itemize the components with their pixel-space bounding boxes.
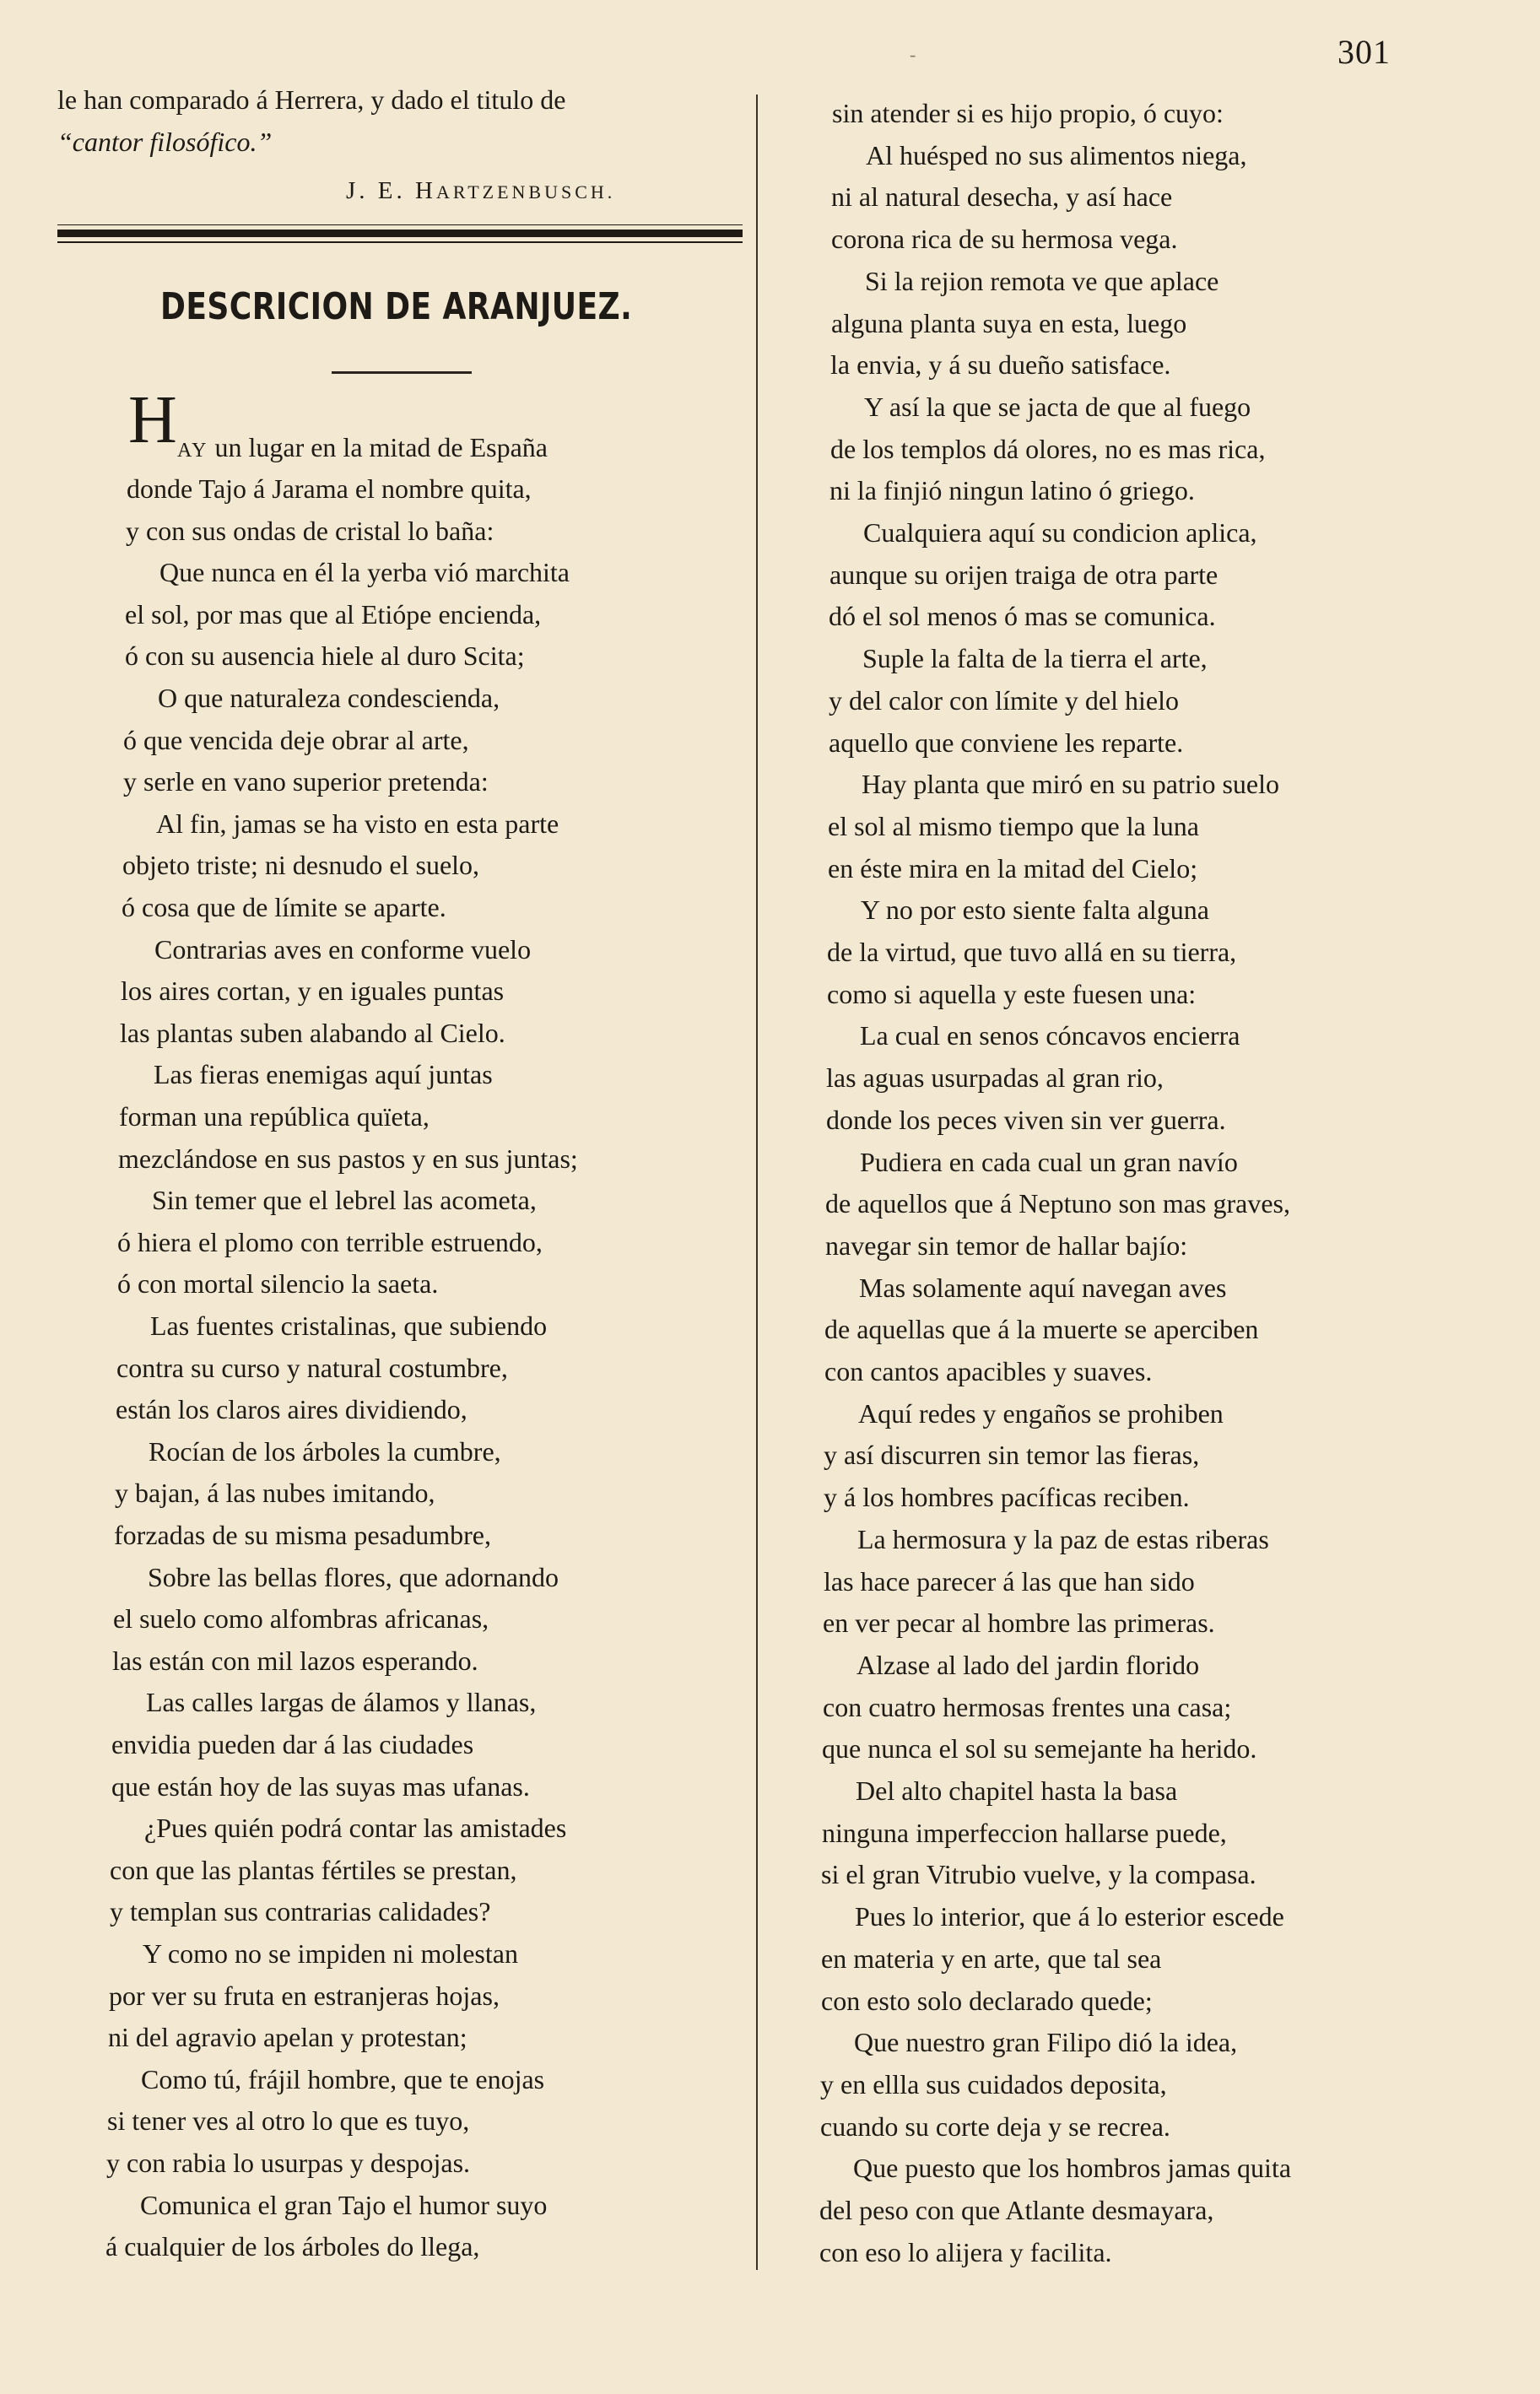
verse-line: el sol, por mas que al Etiópe encienda, <box>125 598 542 630</box>
verse-line: como si aquella y este fuesen una: <box>827 978 1197 1009</box>
intro-line-1: le han comparado á Herrera, y dado el titulo de <box>57 84 566 115</box>
verse-line: Pudiera en cada cual un gran navío <box>860 1146 1238 1177</box>
verse-line: O que naturaleza condescienda, <box>158 683 500 713</box>
verse-line: Sin temer que el lebrel las acometa, <box>152 1185 537 1216</box>
verse-line: Que puesto que los hombros jamas quita <box>853 2153 1292 2184</box>
verse-line: Que nuestro gran Filipo dió la idea, <box>854 2027 1238 2058</box>
verse-line: Si la rejion remota ve que aplace <box>865 265 1219 296</box>
verse-line: Las fuentes cristalinas, que subiendo <box>150 1310 548 1341</box>
verse-line: en materia y en arte, que tal sea <box>821 1943 1162 1974</box>
verse-line: objeto triste; ni desnudo el suelo, <box>122 850 480 881</box>
verse-line: con esto solo declarado quede; <box>821 1985 1153 2016</box>
article-title: DESCRICION DE ARANJUEZ. <box>160 285 633 328</box>
verse-line: de aquellas que á la muerte se aperciben <box>824 1314 1259 1345</box>
verse-line: y en ellla sus cuidados deposita, <box>820 2068 1167 2099</box>
verse-line: aunque su orijen traiga de otra parte <box>829 559 1218 590</box>
verse-line: navegar sin temor de hallar bajío: <box>825 1229 1188 1261</box>
verse-line: Que nunca en él la yerba vió marchita <box>159 557 570 588</box>
verse-line: ni la finjió ningun latino ó griego. <box>829 475 1195 506</box>
verse-line: con que las plantas fértiles se prestan, <box>110 1854 517 1885</box>
verse-line: contra su curso y natural costumbre, <box>116 1352 508 1383</box>
verse-line: ni del agravio apelan y protestan; <box>108 2022 467 2053</box>
verse-line: con eso lo alijera y facilita. <box>819 2236 1112 2267</box>
verse-line: ni al natural desecha, y así hace <box>831 181 1173 213</box>
verse-line: Mas solamente aquí navegan aves <box>859 1272 1227 1303</box>
verse-line: aquello que conviene les reparte. <box>829 727 1184 758</box>
verse-line: los aires cortan, y en iguales puntas <box>121 975 505 1007</box>
verse-line: Comunica el gran Tajo el humor suyo <box>140 2189 548 2220</box>
verse-line: el suelo como alfombras africanas, <box>113 1603 489 1635</box>
verse-line: del peso con que Atlante desmayara, <box>819 2195 1214 2225</box>
verse-line: ó cosa que de límite se aparte. <box>122 892 446 922</box>
verse-line: Suple la falta de la tierra el arte, <box>862 643 1208 674</box>
verse-line: á cualquier de los árboles do llega, <box>105 2231 480 2262</box>
title-underline <box>332 371 472 374</box>
verse-line: Rocían de los árboles la cumbre, <box>149 1435 501 1467</box>
verse-line: y bajan, á las nubes imitando, <box>115 1478 435 1509</box>
drop-cap: H <box>128 383 177 457</box>
verse-line: el sol al mismo tiempo que la luna <box>828 810 1199 841</box>
verse-line: en ver pecar al hombre las primeras. <box>823 1608 1215 1639</box>
verse-line: forzadas de su misma pesadumbre, <box>114 1520 491 1550</box>
verse-line: y á los hombres pacíficas reciben. <box>824 1482 1190 1513</box>
verse-line: y templan sus contrarias calidades? <box>110 1896 491 1927</box>
verse-line: de los templos dá olores, no es mas rica, <box>830 433 1266 464</box>
verse-line: y serle en vano superior pretenda: <box>123 766 489 797</box>
signature-initials: J. E. H <box>346 177 436 204</box>
verse-line: la envia, y á su dueño satisface. <box>830 349 1171 381</box>
verse-line: forman una república quïeta, <box>119 1101 430 1132</box>
verse-line: Del alto chapitel hasta la basa <box>856 1775 1178 1806</box>
verse-line: donde Tajo á Jarama el nombre quita, <box>127 473 532 504</box>
verse-line: donde los peces viven sin ver guerra. <box>826 1104 1226 1135</box>
verse-line: y del calor con límite y del hielo <box>829 684 1179 716</box>
verse-line: las plantas suben alabando al Cielo. <box>120 1017 505 1048</box>
verse-line: Al huésped no sus alimentos niega, <box>866 139 1247 170</box>
page-mark: - <box>910 44 916 65</box>
verse-line: y con rabia lo usurpas y despojas. <box>106 2148 471 2178</box>
verse-line: cuando su corte deja y se recrea. <box>820 2110 1170 2142</box>
verse-line: y así discurren sin temor las fieras, <box>824 1440 1200 1471</box>
verse-line: corona rica de su hermosa vega. <box>831 224 1178 255</box>
verse-line: Y así la que se jacta de que al fuego <box>864 391 1251 422</box>
intro-line-2: “cantor filosófico.” <box>57 127 273 157</box>
verse-line: con cantos apacibles y suaves. <box>824 1356 1153 1386</box>
verse-line: Y como no se impiden ni molestan <box>143 1938 518 1969</box>
verse-line: ó con mortal silencio la saeta. <box>117 1268 439 1300</box>
verse-line: ¿Pues quién podrá contar las amistades <box>144 1813 567 1844</box>
column-divider <box>756 95 758 2270</box>
verse-line: por ver su fruta en estranjeras hojas, <box>109 1980 500 2011</box>
verse-line: envidia pueden dar á las ciudades <box>111 1729 474 1759</box>
verse-line: alguna planta suya en esta, luego <box>831 307 1187 338</box>
verse-line: las hace parecer á las que han sido <box>824 1565 1195 1597</box>
section-rule-top <box>57 224 743 225</box>
verse-line: mezclándose en sus pastos y en sus juntas; <box>118 1143 578 1174</box>
author-signature <box>346 177 615 205</box>
verse-line: Sobre las bellas flores, que adornando <box>148 1561 559 1592</box>
verse-line: Hay planta que miró en su patrio suelo <box>862 769 1279 800</box>
verse-line: sin atender si es hijo propio, ó cuyo: <box>832 98 1224 128</box>
verse-line: dó el sol menos ó mas se comunica. <box>829 601 1216 632</box>
section-rule-thick <box>57 230 743 237</box>
verse-line: están los claros aires dividiendo, <box>116 1394 467 1425</box>
verse-line: La hermosura y la paz de estas riberas <box>857 1523 1269 1554</box>
section-rule-bottom <box>57 241 743 243</box>
poem-first-line <box>177 430 548 467</box>
verse-line: La cual en senos cóncavos encierra <box>860 1020 1240 1051</box>
verse-line: ó hiera el plomo con terrible estruendo, <box>117 1226 543 1257</box>
verse-line: Las calles largas de álamos y llanas, <box>146 1687 537 1718</box>
verse-line: Al fin, jamas se ha visto en esta parte <box>156 808 559 839</box>
verse-line: ó que vencida deje obrar al arte, <box>123 724 469 755</box>
verse-line: y con sus ondas de cristal lo baña: <box>126 515 494 546</box>
page-number: 301 <box>1337 33 1391 71</box>
first-line-rest: un lugar en la mitad de España <box>208 432 548 462</box>
verse-line: que están hoy de las suyas mas ufanas. <box>111 1770 530 1802</box>
verse-line: que nunca el sol su semejante ha herido. <box>822 1733 1257 1764</box>
verse-line: Y no por esto siente falta alguna <box>861 894 1209 926</box>
verse-line: con cuatro hermosas frentes una casa; <box>823 1691 1232 1722</box>
verse-line: de aquellos que á Neptuno son mas graves, <box>825 1188 1290 1219</box>
verse-line: Aquí redes y engaños se prohiben <box>858 1397 1224 1429</box>
verse-line: Alzase al lado del jardin florido <box>856 1649 1200 1680</box>
verse-line: Cualquiera aquí su condicion aplica, <box>863 517 1257 548</box>
signature-rest: ARTZENBUSCH. <box>435 181 616 203</box>
verse-line: Como tú, frájil hombre, que te enojas <box>141 2063 545 2094</box>
verse-line: Las fieras enemigas aquí juntas <box>154 1059 493 1090</box>
verse-line: Contrarias aves en conforme vuelo <box>154 933 532 965</box>
verse-line: en éste mira en la mitad del Cielo; <box>828 852 1198 884</box>
verse-line: ninguna imperfeccion hallarse puede, <box>822 1817 1227 1848</box>
verse-line: si el gran Vitrubio vuelve, y la compasa. <box>821 1859 1256 1890</box>
verse-line: ó con su ausencia hiele al duro Scita; <box>125 640 525 672</box>
verse-line: de la virtud, que tuvo allá en su tierra, <box>827 937 1237 967</box>
verse-line: las aguas usurpadas al gran rio, <box>826 1062 1164 1094</box>
verse-line: Pues lo interior, que á lo esterior escede <box>855 1901 1284 1932</box>
verse-line: si tener ves al otro lo que es tuyo, <box>107 2105 470 2137</box>
verse-line: las están con mil lazos esperando. <box>112 1645 478 1676</box>
first-word-smallcaps: AY <box>177 440 208 462</box>
